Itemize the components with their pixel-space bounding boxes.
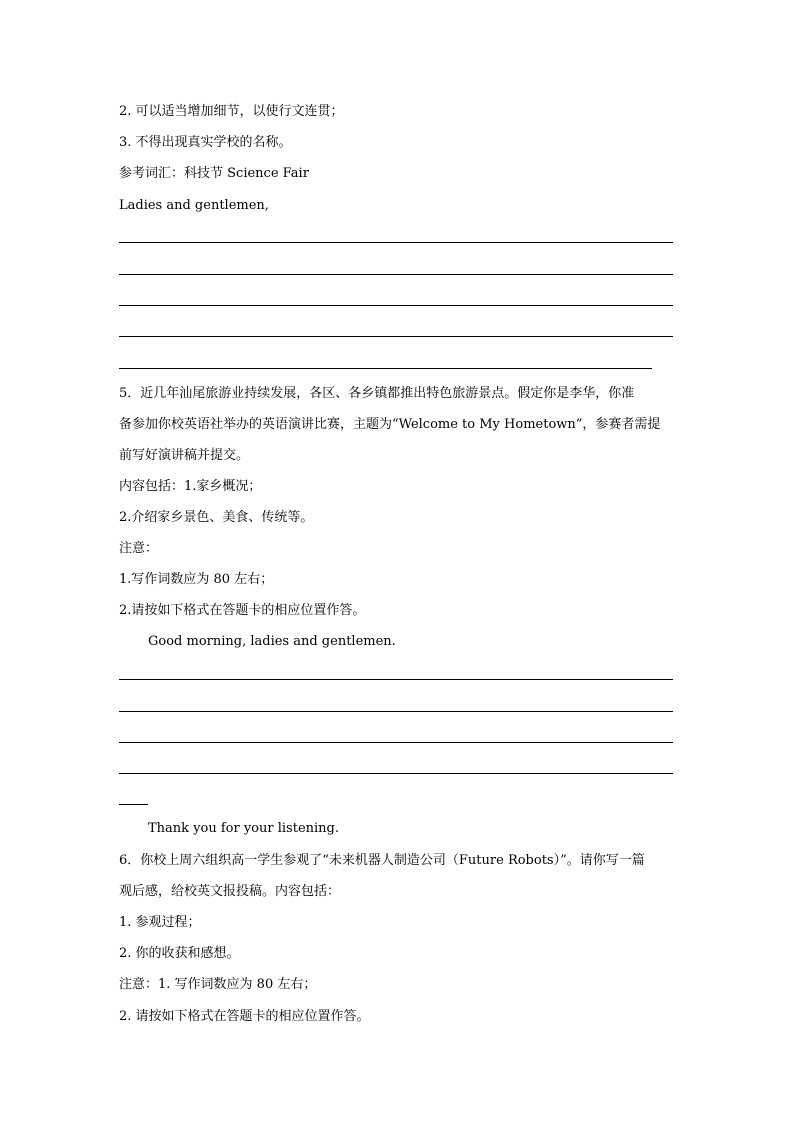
question-5-content-label: 内容包括：1.家乡概况； <box>119 479 262 494</box>
question-5-prompt-line-1: 5．近几年汕尾旅游业持续发展，各区、各乡镇都推出特色旅游景点。假定你是李华，你准 <box>119 386 635 401</box>
answer-line <box>119 336 673 337</box>
question-5-prompt-line-2: 备参加你校英语社举办的英语演讲比赛，主题为“Welcome to My Hometown”，参赛者需提 <box>119 417 661 432</box>
question-5-note-2: 2.请按如下格式在答题卡的相应位置作答。 <box>119 603 366 618</box>
essay-opening: Ladies and gentlemen, <box>119 198 269 213</box>
question-5-note-label: 注意： <box>119 541 159 556</box>
question-6-note-1: 注意：1. 写作词数应为 80 左右； <box>119 977 317 992</box>
answer-line <box>119 368 652 369</box>
reference-vocabulary: 参考词汇：科技节 Science Fair <box>119 166 309 181</box>
question-5-note-1: 1.写作词数应为 80 左右； <box>119 572 274 587</box>
question-6-note-2: 2. 请按如下格式在答题卡的相应位置作答。 <box>119 1009 370 1024</box>
answer-line <box>119 679 673 680</box>
requirement-2: 2. 可以适当增加细节，以使行文连贯； <box>119 104 344 119</box>
answer-line <box>119 742 673 743</box>
answer-line <box>119 274 673 275</box>
answer-line <box>119 773 673 774</box>
answer-line-stub <box>119 804 148 805</box>
question-5-essay-closing: Thank you for your listening. <box>148 821 339 836</box>
answer-line <box>119 711 673 712</box>
answer-line <box>119 305 673 306</box>
question-6-item-2: 2. 你的收获和感想。 <box>119 946 240 961</box>
answer-line <box>119 242 673 243</box>
question-5-content-item-2: 2.介绍家乡景色、美食、传统等。 <box>119 510 314 525</box>
question-5-essay-opening: Good morning, ladies and gentlemen. <box>148 634 396 649</box>
question-5-prompt-line-3: 前写好演讲稿并提交。 <box>119 448 250 463</box>
question-6-prompt-line-1: 6．你校上周六组织高一学生参观了“未来机器人制造公司（Future Robots）”。请你写一篇 <box>119 853 645 868</box>
question-6-prompt-line-2: 观后感，给校英文报投稿。内容包括： <box>119 884 341 899</box>
requirement-3: 3. 不得出现真实学校的名称。 <box>119 135 292 150</box>
question-6-item-1: 1. 参观过程； <box>119 915 201 930</box>
